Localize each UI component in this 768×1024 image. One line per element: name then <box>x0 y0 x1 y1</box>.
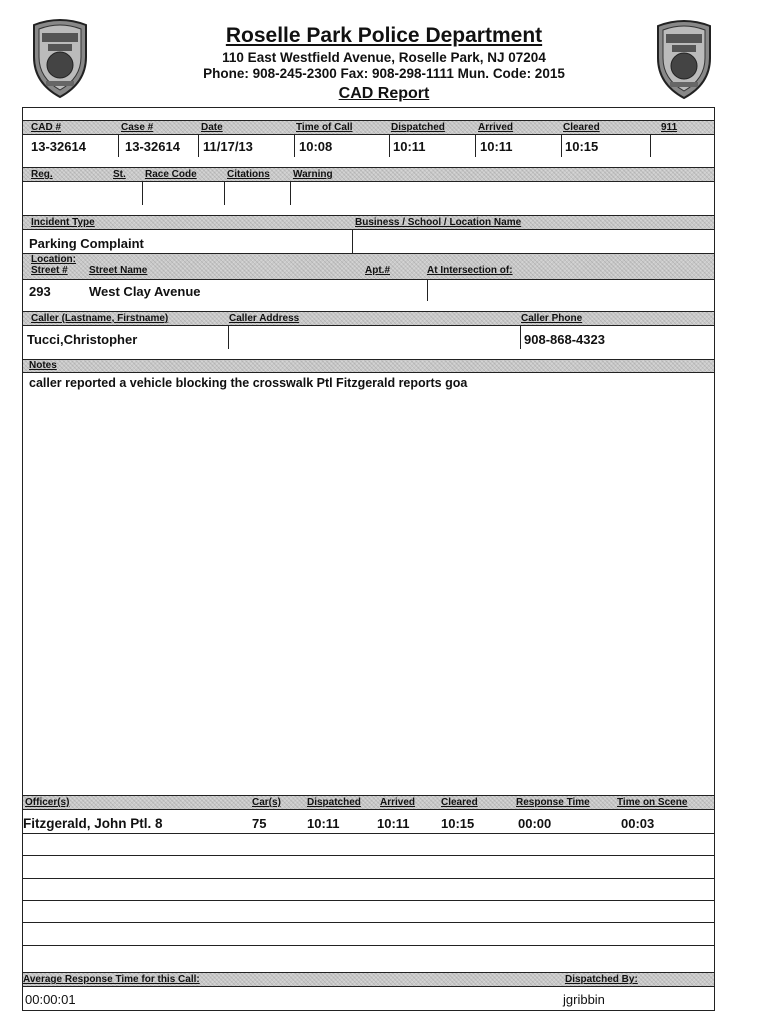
dispatched-value: 10:11 <box>393 139 426 154</box>
date-label: Date <box>201 122 223 133</box>
response-time-label: Response Time <box>516 797 590 808</box>
caller-name-label: Caller (Lastname, Firstname) <box>31 313 169 324</box>
cad-number-label: CAD # <box>31 122 62 133</box>
business-label: Business / School / Location Name <box>355 217 522 228</box>
location-label: Location: <box>31 254 76 265</box>
avg-response-label: Average Response Time for this Call: <box>23 974 200 985</box>
street-name-value: West Clay Avenue <box>89 284 201 299</box>
time-of-call-label: Time of Call <box>296 122 353 133</box>
911-label: 911 <box>661 122 678 133</box>
caller-phone-value: 908-868-4323 <box>524 332 605 347</box>
incident-type-value: Parking Complaint <box>29 236 144 251</box>
caller-address-label: Caller Address <box>229 313 300 324</box>
street-name-label: Street Name <box>89 265 148 276</box>
reg-label: Reg. <box>31 169 53 180</box>
race-code-label: Race Code <box>145 169 197 180</box>
case-number-value: 13-32614 <box>125 139 180 154</box>
officer-dispatched-label: Dispatched <box>307 797 361 808</box>
caller-name-value: Tucci,Christopher <box>27 332 138 347</box>
cleared-value: 10:15 <box>565 139 599 154</box>
officer-arrived-label: Arrived <box>380 797 416 808</box>
dispatched-by-value: jgribbin <box>563 992 605 1007</box>
dispatched-by-label: Dispatched By: <box>565 974 638 985</box>
date-value: 11/17/13 <box>203 139 253 154</box>
arrived-label: Arrived <box>478 122 514 133</box>
notes-text: caller reported a vehicle blocking the crosswalk Ptl Fitzgerald reports goa <box>29 376 468 390</box>
officer-label: Officer(s) <box>25 797 70 808</box>
apt-label: Apt.# <box>365 265 390 276</box>
officer-cleared-label: Cleared <box>441 797 478 808</box>
cars-label: Car(s) <box>252 797 281 808</box>
officer-response-time-value: 00:00 <box>518 816 552 831</box>
page-title: Roselle Park Police Department <box>225 24 543 47</box>
officer-car-value: 75 <box>252 816 267 831</box>
officer-arrived-value: 10:11 <box>377 816 410 831</box>
department-contact: Phone: 908-245-2300 Fax: 908-298-1111 Mun. Code: 2015 <box>203 66 565 81</box>
street-number-value: 293 <box>29 284 51 299</box>
cleared-label: Cleared <box>563 122 600 133</box>
officer-name-value: Fitzgerald, John Ptl. 8 <box>23 816 163 831</box>
officer-dispatched-value: 10:11 <box>307 816 340 831</box>
st-label: St. <box>113 169 126 180</box>
street-number-label: Street # <box>31 265 68 276</box>
report-title: CAD Report <box>338 85 430 102</box>
officer-cleared-value: 10:15 <box>441 816 475 831</box>
citations-label: Citations <box>227 169 270 180</box>
case-number-label: Case # <box>121 122 154 133</box>
cad-report-form <box>22 107 715 1011</box>
notes-label: Notes <box>29 360 57 371</box>
caller-phone-label: Caller Phone <box>521 313 583 324</box>
row2-label-band <box>23 167 714 182</box>
time-of-call-value: 10:08 <box>299 139 333 154</box>
arrived-value: 10:11 <box>480 139 513 154</box>
notes-label-band <box>23 359 714 373</box>
officer-time-on-scene-value: 00:03 <box>621 816 655 831</box>
department-address: 110 East Westfield Avenue, Roselle Park, NJ 07204 <box>222 50 546 65</box>
time-on-scene-label: Time on Scene <box>617 797 688 808</box>
avg-response-value: 00:00:01 <box>25 992 76 1007</box>
officers-label-band <box>23 795 714 810</box>
warning-label: Warning <box>293 169 333 180</box>
dispatched-label: Dispatched <box>391 122 445 133</box>
incident-type-label: Incident Type <box>31 217 95 228</box>
cad-number-value: 13-32614 <box>31 139 86 154</box>
intersection-label: At Intersection of: <box>427 265 513 276</box>
